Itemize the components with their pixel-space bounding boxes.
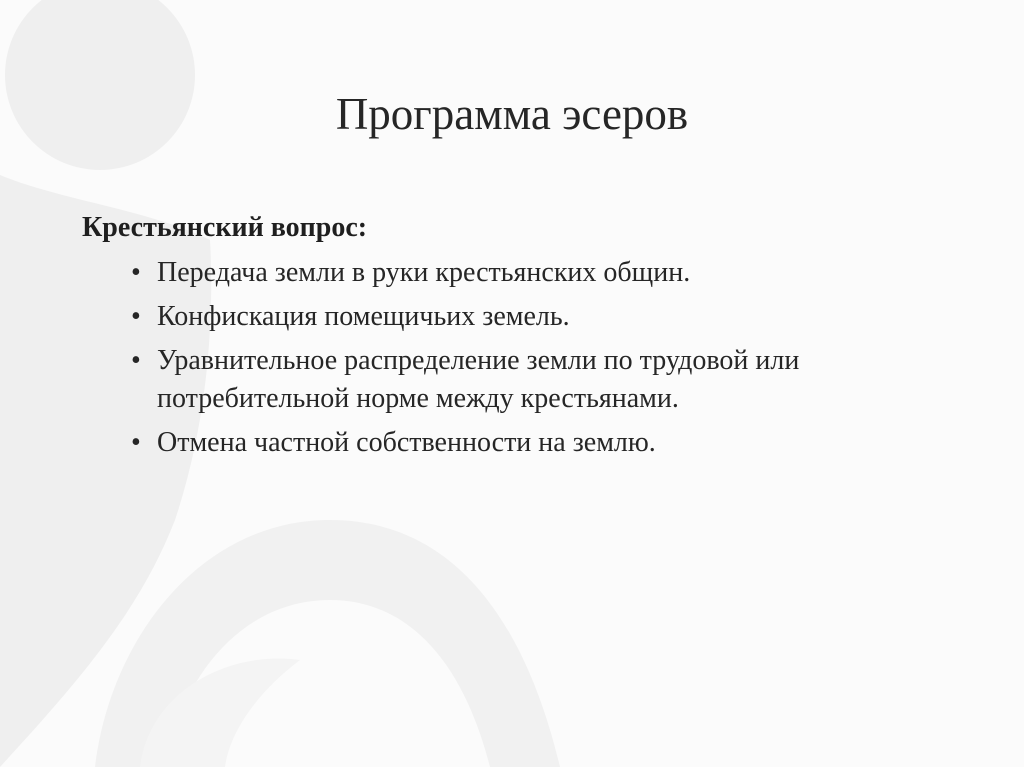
bullet-list [82, 254, 982, 462]
bullet-item [82, 254, 982, 292]
bullet-text: Уравнительное распределение земли по трудовой или потребительной норме между крестьянами. [157, 345, 800, 414]
bullet-icon: • [131, 427, 141, 458]
bullet-icon: • [131, 345, 141, 376]
bullet-item [82, 424, 982, 462]
slide-content [82, 208, 982, 468]
section-heading: Крестьянский вопрос: [82, 212, 368, 243]
bullet-icon: • [131, 257, 141, 288]
slide-title: Программа эсеров [335, 89, 689, 139]
bullet-item [82, 342, 982, 418]
bullet-text: Передача земли в руки крестьянских общин. [157, 257, 691, 288]
bullet-text: Отмена частной собственности на землю. [157, 427, 656, 458]
bullet-item [82, 298, 982, 336]
bullet-text: Конфискация помещичьих земель. [157, 301, 570, 332]
bullet-icon: • [131, 301, 141, 332]
